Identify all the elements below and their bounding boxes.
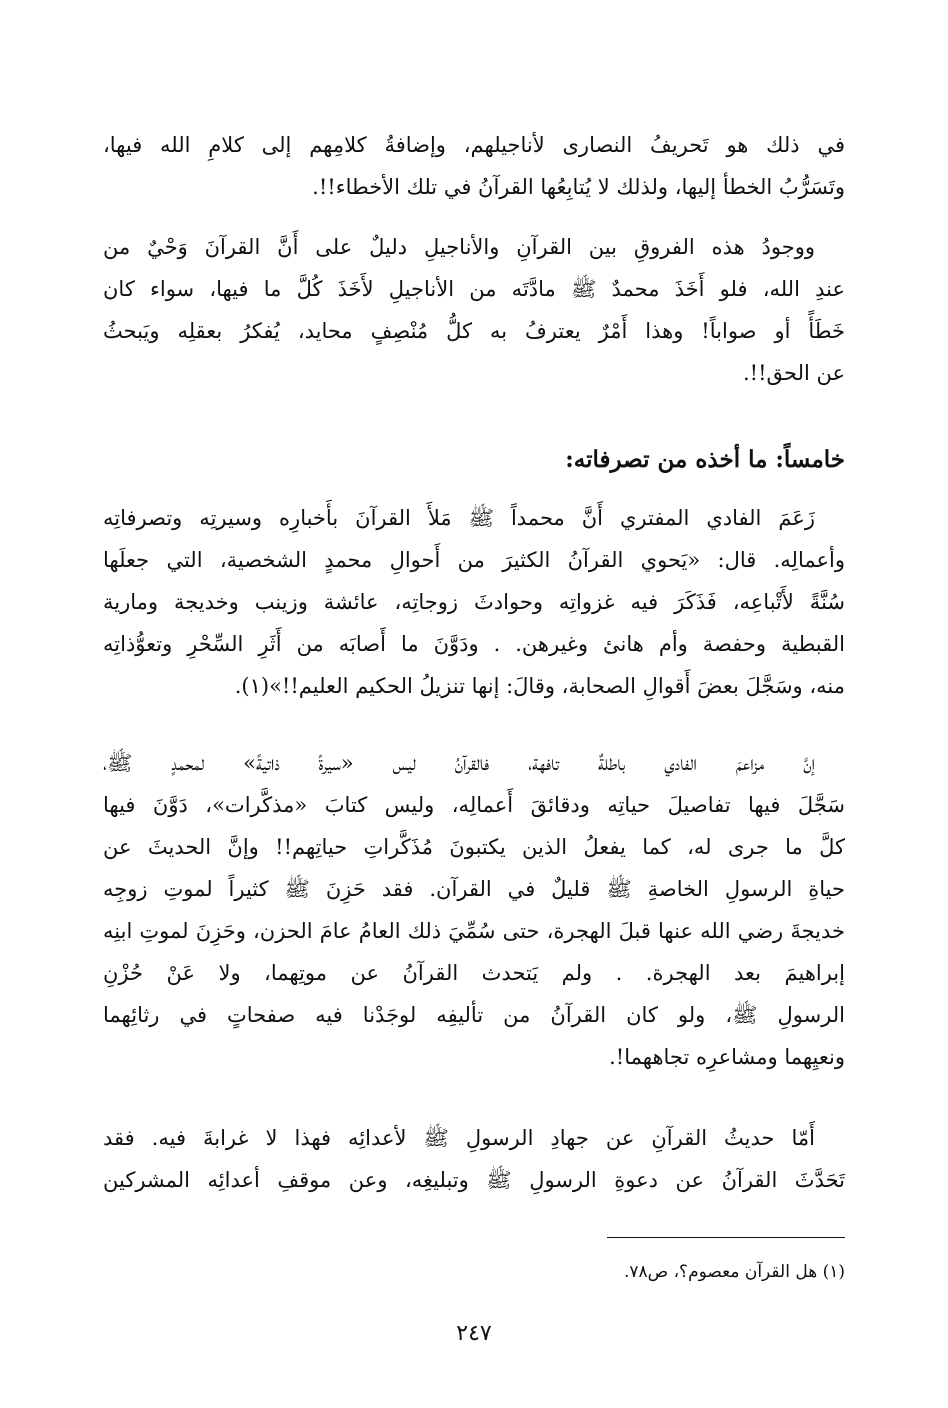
paragraph-5 (103, 1117, 845, 1201)
page-number: ٢٤٧ (456, 1321, 492, 1346)
paragraph-4-line-1: إنَّ مزاعمَ الفادي باطلةٌ تافهة، فالقرآنُ ليس «سيرةً ذاتيةً» لمحمدٍ ﷺ، (103, 751, 815, 775)
footnote: (١) هل القرآن معصوم؟، ص٧٨. (623, 1262, 845, 1282)
paragraph-1-line-1: في ذلك هو تَحريفُ النصارى لأناجيلهم، وإضافةُ كلامِهم إلى كلامِ الله فيها، (103, 133, 845, 157)
paragraph-5-line-1: أَمّا حديثُ القرآنِ عن جهادِ الرسولِ ﷺ لأعدائِه فهذا لا غرابةَ فيه. فقد (103, 1126, 815, 1150)
paragraph-3-line-3: سُنَّةً لأَتْباعِه، فَذَكَرَ فيه غزواتِه وحوادثَ زوجاتِه، عائشة وزينب وخديجة ومارية (103, 590, 845, 614)
paragraph-4-line-3: كلَّ ما جرى له، كما يفعلُ الذين يكتبونَ مُذَكَّراتِ حياتِهم!! وإنَّ الحديثَ عن (103, 835, 845, 859)
paragraph-3-line-1: زَعَمَ الفادي المفتري أَنَّ محمداً ﷺ مَلأَ القرآنَ بأَخبارِه وسيرتِه وتصرفاتِه (103, 506, 815, 530)
paragraph-4-line-8: ونعيِهما ومشاعرِه تجاههما!. (609, 1045, 845, 1069)
paragraph-4-line-4: حياةِ الرسولِ الخاصةِ ﷺ قليلٌ في القرآن. فقد حَزِنَ ﷺ كثيراً لموتِ زوجِه (103, 877, 845, 901)
paragraph-3-line-4: القبطية وحفصة وأم هانئ وغيرهن. . ودَوَّنَ ما أَصابَه من أَثَرِ السِّحْرِ وتعوُّذاتِه (103, 632, 845, 656)
paragraph-5-line-2: تَحَدَّثَ القرآنُ عن دعوةِ الرسولِ ﷺ وتبليغِه، وعن موقفِ أعدائِه المشركين (103, 1168, 845, 1192)
paragraph-4-line-7: الرسولِ ﷺ، ولو كان القرآنُ من تأليفِه لوجَدْنا فيه صفحاتٍ في رثائِهما (103, 1003, 845, 1027)
paragraph-2-line-4: عن الحق!!. (742, 361, 845, 385)
paragraph-3 (103, 497, 845, 707)
paragraph-4-line-5: خديجةَ رضي الله عنها قبلَ الهجرة، حتى سُمِّيَ ذلك العامُ عامَ الحزن، وحَزِنَ لموتِ ابنِه (103, 919, 845, 943)
paragraph-2 (103, 226, 845, 394)
paragraph-2-line-2: عندِ الله، فلو أَخَذَ محمدٌ ﷺ مادَّتَه من الأناجيلِ لأَخَذَ كُلَّ ما فيها، سواء كان (103, 277, 845, 301)
paragraph-4 (103, 742, 845, 1078)
paragraph-4-line-2: سَجَّلَ فيها تفاصيلَ حياتِه ودقائقَ أَعمالِه، وليس كتابَ «مذكَّرات»، دَوَّنَ فيها (103, 793, 845, 817)
paragraph-2-line-3: خَطَأً أو صواباً! وهذا أَمْرٌ يعترفُ به كلُّ مُنْصِفٍ محايد، يُفكرُ بعقلِه ويَبحثُ (103, 319, 845, 343)
paragraph-3-line-5: منه، وسَجَّلَ بعضَ أَقوالِ الصحابة، وقالَ: إنها تنزيلُ الحكيم العليم!!»(١). (234, 674, 845, 698)
footnote-divider (607, 1237, 845, 1238)
paragraph-3-line-2: وأعمالِه. قال: «يَحوي القرآنُ الكثيرَ من أَحوالِ محمدٍ الشخصية، التي جعلَها (103, 548, 845, 572)
section-heading: خامساً: ما أخذه من تصرفاته: (565, 446, 845, 473)
paragraph-2-line-1: ووجودُ هذه الفروقِ بين القرآنِ والأناجيلِ دليلٌ على أَنَّ القرآنَ وَحْيٌ من (103, 235, 815, 259)
paragraph-1 (103, 124, 845, 208)
paragraph-1-line-2: وتَسَرُّبُ الخطأ إليها، ولذلك لا يُتابِعُها القرآنُ في تلك الأخطاء!!. (312, 175, 845, 199)
paragraph-4-line-6: إبراهيمَ بعد الهجرة. . ولم يَتحدث القرآنُ عن موتِهما، ولا عَنْ حُزْنِ (103, 961, 845, 985)
